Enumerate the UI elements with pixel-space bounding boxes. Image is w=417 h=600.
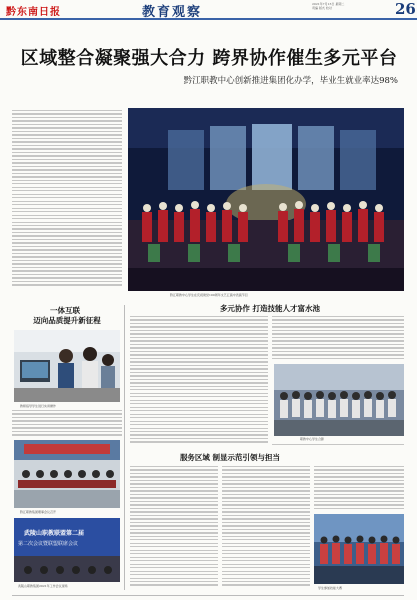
meeting-photo-caption: 黔江职教集团理事会议召开 — [20, 510, 57, 514]
middle-text-column-2 — [272, 316, 404, 362]
bottom-rule — [12, 595, 404, 596]
newspaper-logo: 黔东南日报 — [6, 7, 61, 18]
article-subheadline: 黔江职教中心创新推进集团化办学，毕业生就业率达98% — [183, 76, 398, 86]
subtitle-service: 服务区域 制显示范引领与担当 — [179, 453, 281, 462]
column-divider — [124, 305, 125, 590]
left-text-column — [12, 410, 122, 440]
issue-date — [312, 2, 382, 10]
lab-training-photo — [14, 330, 120, 402]
section-title: 教育观察 — [142, 5, 203, 20]
group-photo-caption: 职教中心学生合影 — [300, 437, 325, 441]
middle-text-column-1 — [130, 316, 268, 448]
group-photo — [274, 364, 404, 436]
stage-performance-photo — [128, 108, 404, 291]
subtitle-internet: 一体互联 — [50, 306, 80, 315]
middle-text-column-4 — [222, 466, 310, 590]
students-photo-caption: 学生参加技能大赛 — [318, 586, 343, 590]
banner-text-1: 武陵山职教联盟第二届 — [24, 530, 85, 537]
lab-photo-caption: 教师指导学生进行实训操作 — [20, 404, 57, 408]
subtitle-internet-sub: 迈向品质提升新征程 — [33, 316, 101, 325]
editor-line: 责编 版式 校对 — [312, 6, 332, 10]
right-text-column-1 — [272, 444, 404, 448]
banner-photo-caption: 武陵山职教集团2021年工作会议现场 — [18, 584, 68, 588]
students-photo — [314, 514, 404, 584]
subtitle-multi: 多元协作 打造技能人才富水池 — [219, 304, 321, 313]
banner-text-2: 第二次会议暨联盟联席会议 — [18, 541, 79, 547]
middle-text-column-3 — [130, 466, 218, 590]
date-line: 2021年7月13日 星期二 — [312, 2, 345, 6]
stage-photo-caption: 黔江职教中心学生在庆祝建党100周年文艺汇演中表演节目 — [170, 293, 248, 297]
right-text-column-2 — [314, 466, 404, 512]
page-number: 26 — [395, 0, 416, 18]
article-headline: 区域整合凝聚强大合力 跨界协作催生多元平台 — [20, 48, 398, 69]
intro-text-column — [12, 110, 122, 290]
meeting-photo — [14, 440, 120, 508]
